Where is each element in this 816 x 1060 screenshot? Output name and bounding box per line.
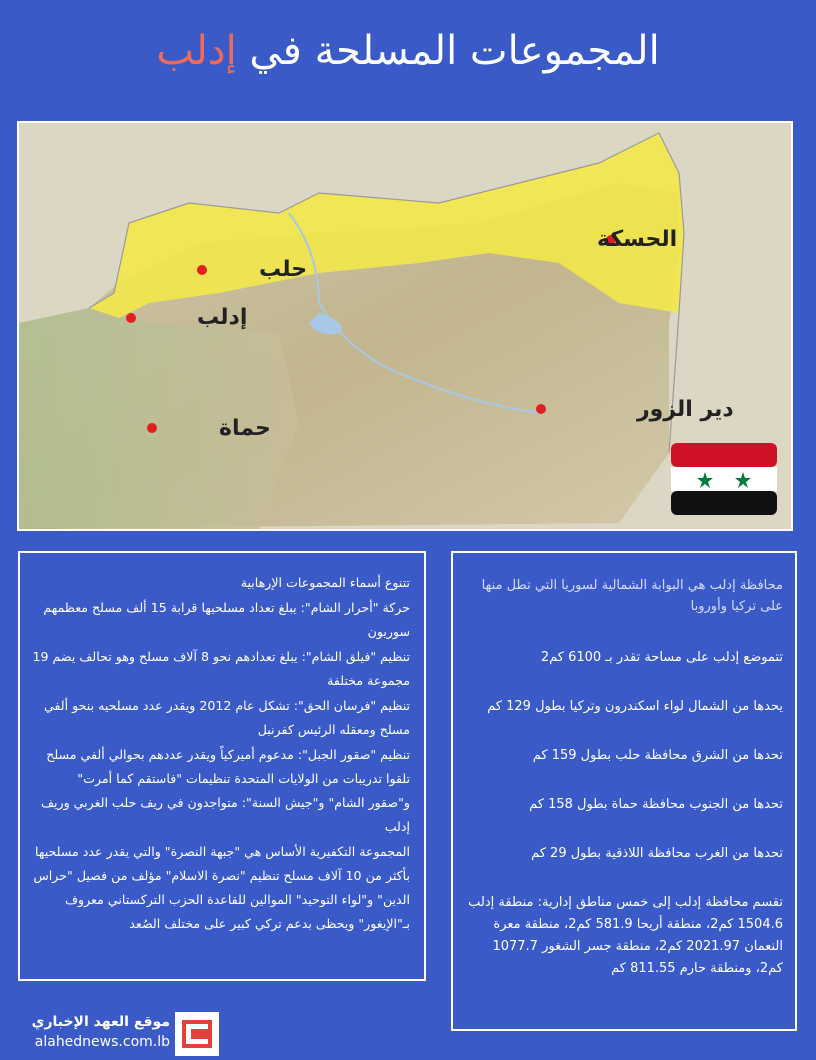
label-deir: دير الزور (637, 397, 734, 422)
fact-item: تحدها من الجنوب محافظة حماة بطول 158 كم (529, 797, 783, 812)
group-item: تنظيم "صقور الجبل": مدعوم أميركياً ويقدر عددهم بحوالي ألفي مسلح تلقوا تدريبات من الولايات المتحدة تنظيمات "فاستقم كما أمرت" و"صقور الشام" و"جيش السنة": متواجدون في ريف حلب الغربي وريف إدلب (40, 747, 410, 834)
fact-item: تحدها من الشرق محافظة حلب بطول 159 كم (532, 748, 783, 763)
armed-groups-heading: تتنوع أسماء المجموعات الإرهابية (240, 575, 410, 590)
armed-groups-panel (18, 551, 426, 981)
map-graphic (19, 123, 791, 529)
label-idlib: إدلب (197, 305, 248, 330)
idlib-facts-panel (451, 551, 797, 1031)
logo-arabic: موقع العهد الإخباري (31, 1014, 170, 1030)
idlib-facts-heading: محافظة إدلب هي البوابة الشمالية لسوريا التي تطل منها على تركيا وأوروبا (481, 578, 783, 614)
dot-deir (536, 404, 546, 414)
title-accent: إدلب (156, 28, 237, 74)
syrian-flag-icon (671, 443, 777, 515)
fact-item: تقسم محافظة إدلب إلى خمس مناطق إدارية: منطقة إدلب 1504.6 كم2، منطقة أريحا 581.9 كم2، منطقة معرة النعمان 2021.97 كم2، منطقة جسر الشغور 1077.7 كم2، ومنطقة حارم 811.55 كم (468, 895, 783, 976)
group-item: تنظيم "فيلق الشام": يبلغ تعدادهم نحو 8 آلاف مسلح وهو تحالف يضم 19 مجموعة مختلفة (32, 649, 410, 688)
group-item: حركة "أحرار الشام": يبلغ تعداد مسلحيها قرابة 15 ألف مسلح معظمهم سوريون (43, 600, 410, 639)
fact-item: تتموضع إدلب على مساحة تقدر بـ 6100 كم2 (540, 650, 783, 665)
dot-aleppo (197, 265, 207, 275)
label-hama: حماة (219, 416, 271, 441)
group-item: تنظيم "فرسان الحق": تشكل عام 2012 ويقدر عدد مسلحيه بنحو ألفي مسلح ومعقله الرئيس كفرنبل (43, 698, 410, 737)
site-logo (20, 1008, 220, 1056)
dot-idlib (126, 313, 136, 323)
label-hasaka: الحسكة (597, 227, 678, 252)
logo-english: alahednews.com.lb (34, 1034, 170, 1050)
page-title (0, 28, 816, 74)
label-aleppo: حلب (259, 257, 308, 282)
fact-item: يحدها من الشمال لواء اسكندرون وتركيا بطول 129 كم (487, 699, 783, 714)
logo-mark-icon (175, 1012, 219, 1056)
syria-map (17, 121, 793, 531)
group-item: المجموعة التكفيرية الأساس هي "جبهة النصرة" والتي يقدر عدد مسلحيها بأكثر من 10 آلاف مسلح تنظيم "نصرة الاسلام" مؤلف من فصيل "حراس الدين" و"لواء التوحيد" الموالين للقاعدة الحزب التركستاني معروف بـ"الإيغور" ويحظى بدعم تركي كبير على مختلف الصُعد (33, 844, 410, 931)
title-main: المجموعات المسلحة في (249, 28, 660, 74)
fact-item: تحدها من الغرب محافظة اللاذقية بطول 29 كم (531, 846, 783, 861)
dot-hama (147, 423, 157, 433)
